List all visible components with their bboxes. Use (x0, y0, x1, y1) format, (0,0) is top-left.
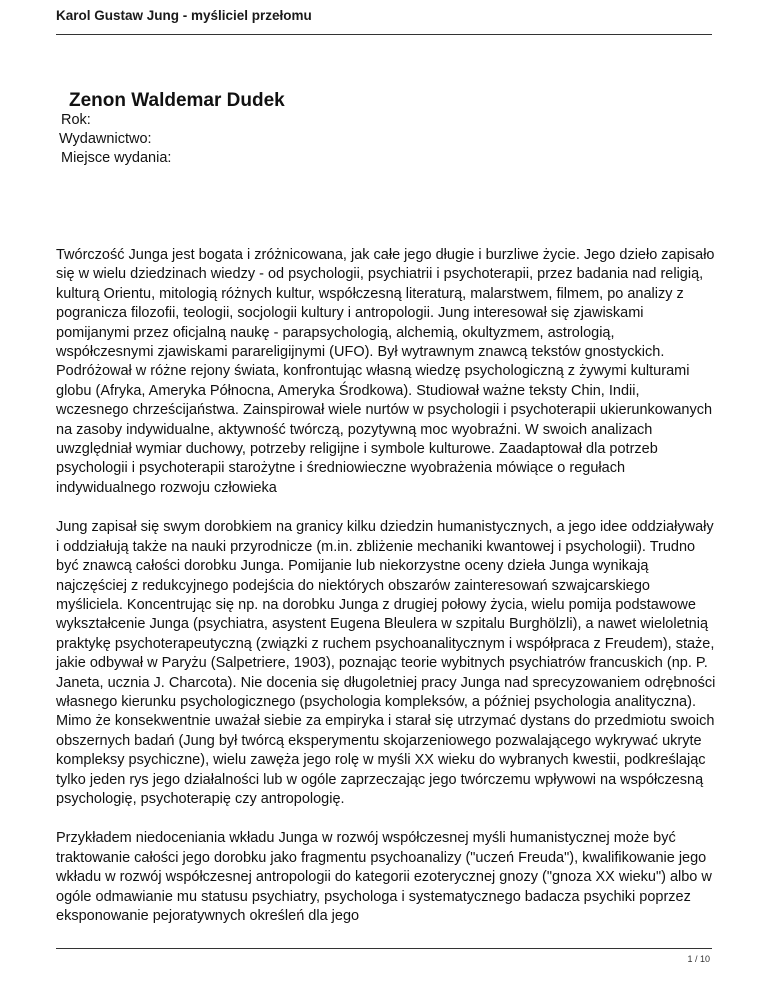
paragraph-3: Przykładem niedoceniania wkładu Junga w rozwój współczesnej myśli humanistycznej może być traktowanie całości jego dorobku jako fragmentu psychoanalizy ("uczeń Freuda"), kwalifikowanie jego wkładu w rozwój współczesnej antropologii do kategorii ezoterycznej gnozy ("gnoza XX wieku") albo w ogóle odmawianie mu statusu psychiatry, psychologa i systematycznego badacza psychiki poprzez eksponowanie pejoratywnych określeń dla jego (56, 830, 712, 924)
place-label: Miejsce wydania: (61, 150, 172, 166)
document-header-title: Karol Gustaw Jung - myśliciel przełomu (56, 8, 312, 23)
footer-divider (56, 948, 712, 949)
article-body (56, 246, 716, 946)
publisher-label: Wydawnictwo: (59, 131, 152, 147)
author-name: Zenon Waldemar Dudek (69, 90, 285, 111)
paragraph-2: Jung zapisał się swym dorobkiem na granicy kilku dziedzin humanistycznych, a jego idee oddziaływały i oddziałują także na nauki przyrodnicze (m.in. zbliżenie mechaniki kwantowej i psychologii). Trudno być znawcą całości dorobku Junga. Pomijanie lub niekorzystne oceny dzieła Junga wynikają najczęściej z redukcyjnego podejścia do niektórych obszarów zainteresowań szwajcarskiego myśliciela. Koncentrując się np. na dorobku Junga z drugiej połowy życia, wielu pomija podstawowe wykształcenie Junga (psychiatra, asystent Eugena Bleulera w szpitalu Burghölzli), a nawet wieloletnią praktykę psychoterapeutyczną (związki z ruchem psychoanalitycznym i współpraca z Freudem), staże, jakie odbywał w Paryżu (Salpetriere, 1903), poznając teorie wybitnych psychiatrów francuskich (np. P. Janeta, ucznia J. Charcota). Nie docenia się długoletniej pracy Junga nad sprecyzowaniem odrębności własnego kierunku psychologicznego (psychologia kompleksów, a później psychologia analityczna). Mimo że konsekwentnie uważał siebie za empiryka i starał się utrzymać dystans do przedmiotu swoich obszernych badań (Jung był twórcą eksperymentu skojarzeniowego pozwalającego wykrywać ukryte kompleksy psychiczne), wielu zawęża jego rolę w myśli XX wieku do wybranych kwestii, podkreślając tylko jeden rys jego działalności lub w ogóle zaprzeczając jego twórczemu wpływowi na współczesną psychologię, psychoterapię czy antropologię. (56, 519, 716, 807)
paragraph-1: Twórczość Junga jest bogata i zróżnicowana, jak całe jego długie i burzliwe życie. Jego dzieło zapisało się w wielu dziedzinach wiedzy - od psychologii, psychiatrii i psychoterapii, przez badania nad religią, kulturą Orientu, mitologią różnych kultur, współczesną literaturą, malarstwem, filmem, po analizy z pogranicza filozofii, teologii, socjologii kultury i antropologii. Jung interesował się zjawiskami pomijanymi przez oficjalną naukę - parapsychologią, alchemią, okultyzmem, astrologią, współczesnymi zjawiskami parareligijnymi (UFO). Był wytrawnym znawcą tekstów gnostyckich. Podróżował w różne rejony świata, konfrontując własną wiedzę psychologiczną z żywymi kulturami globu (Afryka, Ameryka Północna, Ameryka Środkowa). Studiował ważne teksty Chin, Indii, wczesnego chrześcijaństwa. Zainspirował wiele nurtów w psychologii i psychoterapii ukierunkowanych na zasoby indywidualne, aktywność twórczą, pozytywną moc wyobraźni. W swoich analizach uwzględniał wymiar duchowy, potrzeby religijne i symbole kulturowe. Zaadaptował dla potrzeb psychologii i psychoterapii starożytne i średniowieczne wyobrażenia mówiące o regułach indywidualnego rozwoju człowieka (56, 247, 715, 496)
publication-meta (59, 111, 171, 168)
page-number: 1 / 10 (687, 954, 710, 964)
header-divider (56, 34, 712, 35)
year-label: Rok: (61, 112, 91, 128)
